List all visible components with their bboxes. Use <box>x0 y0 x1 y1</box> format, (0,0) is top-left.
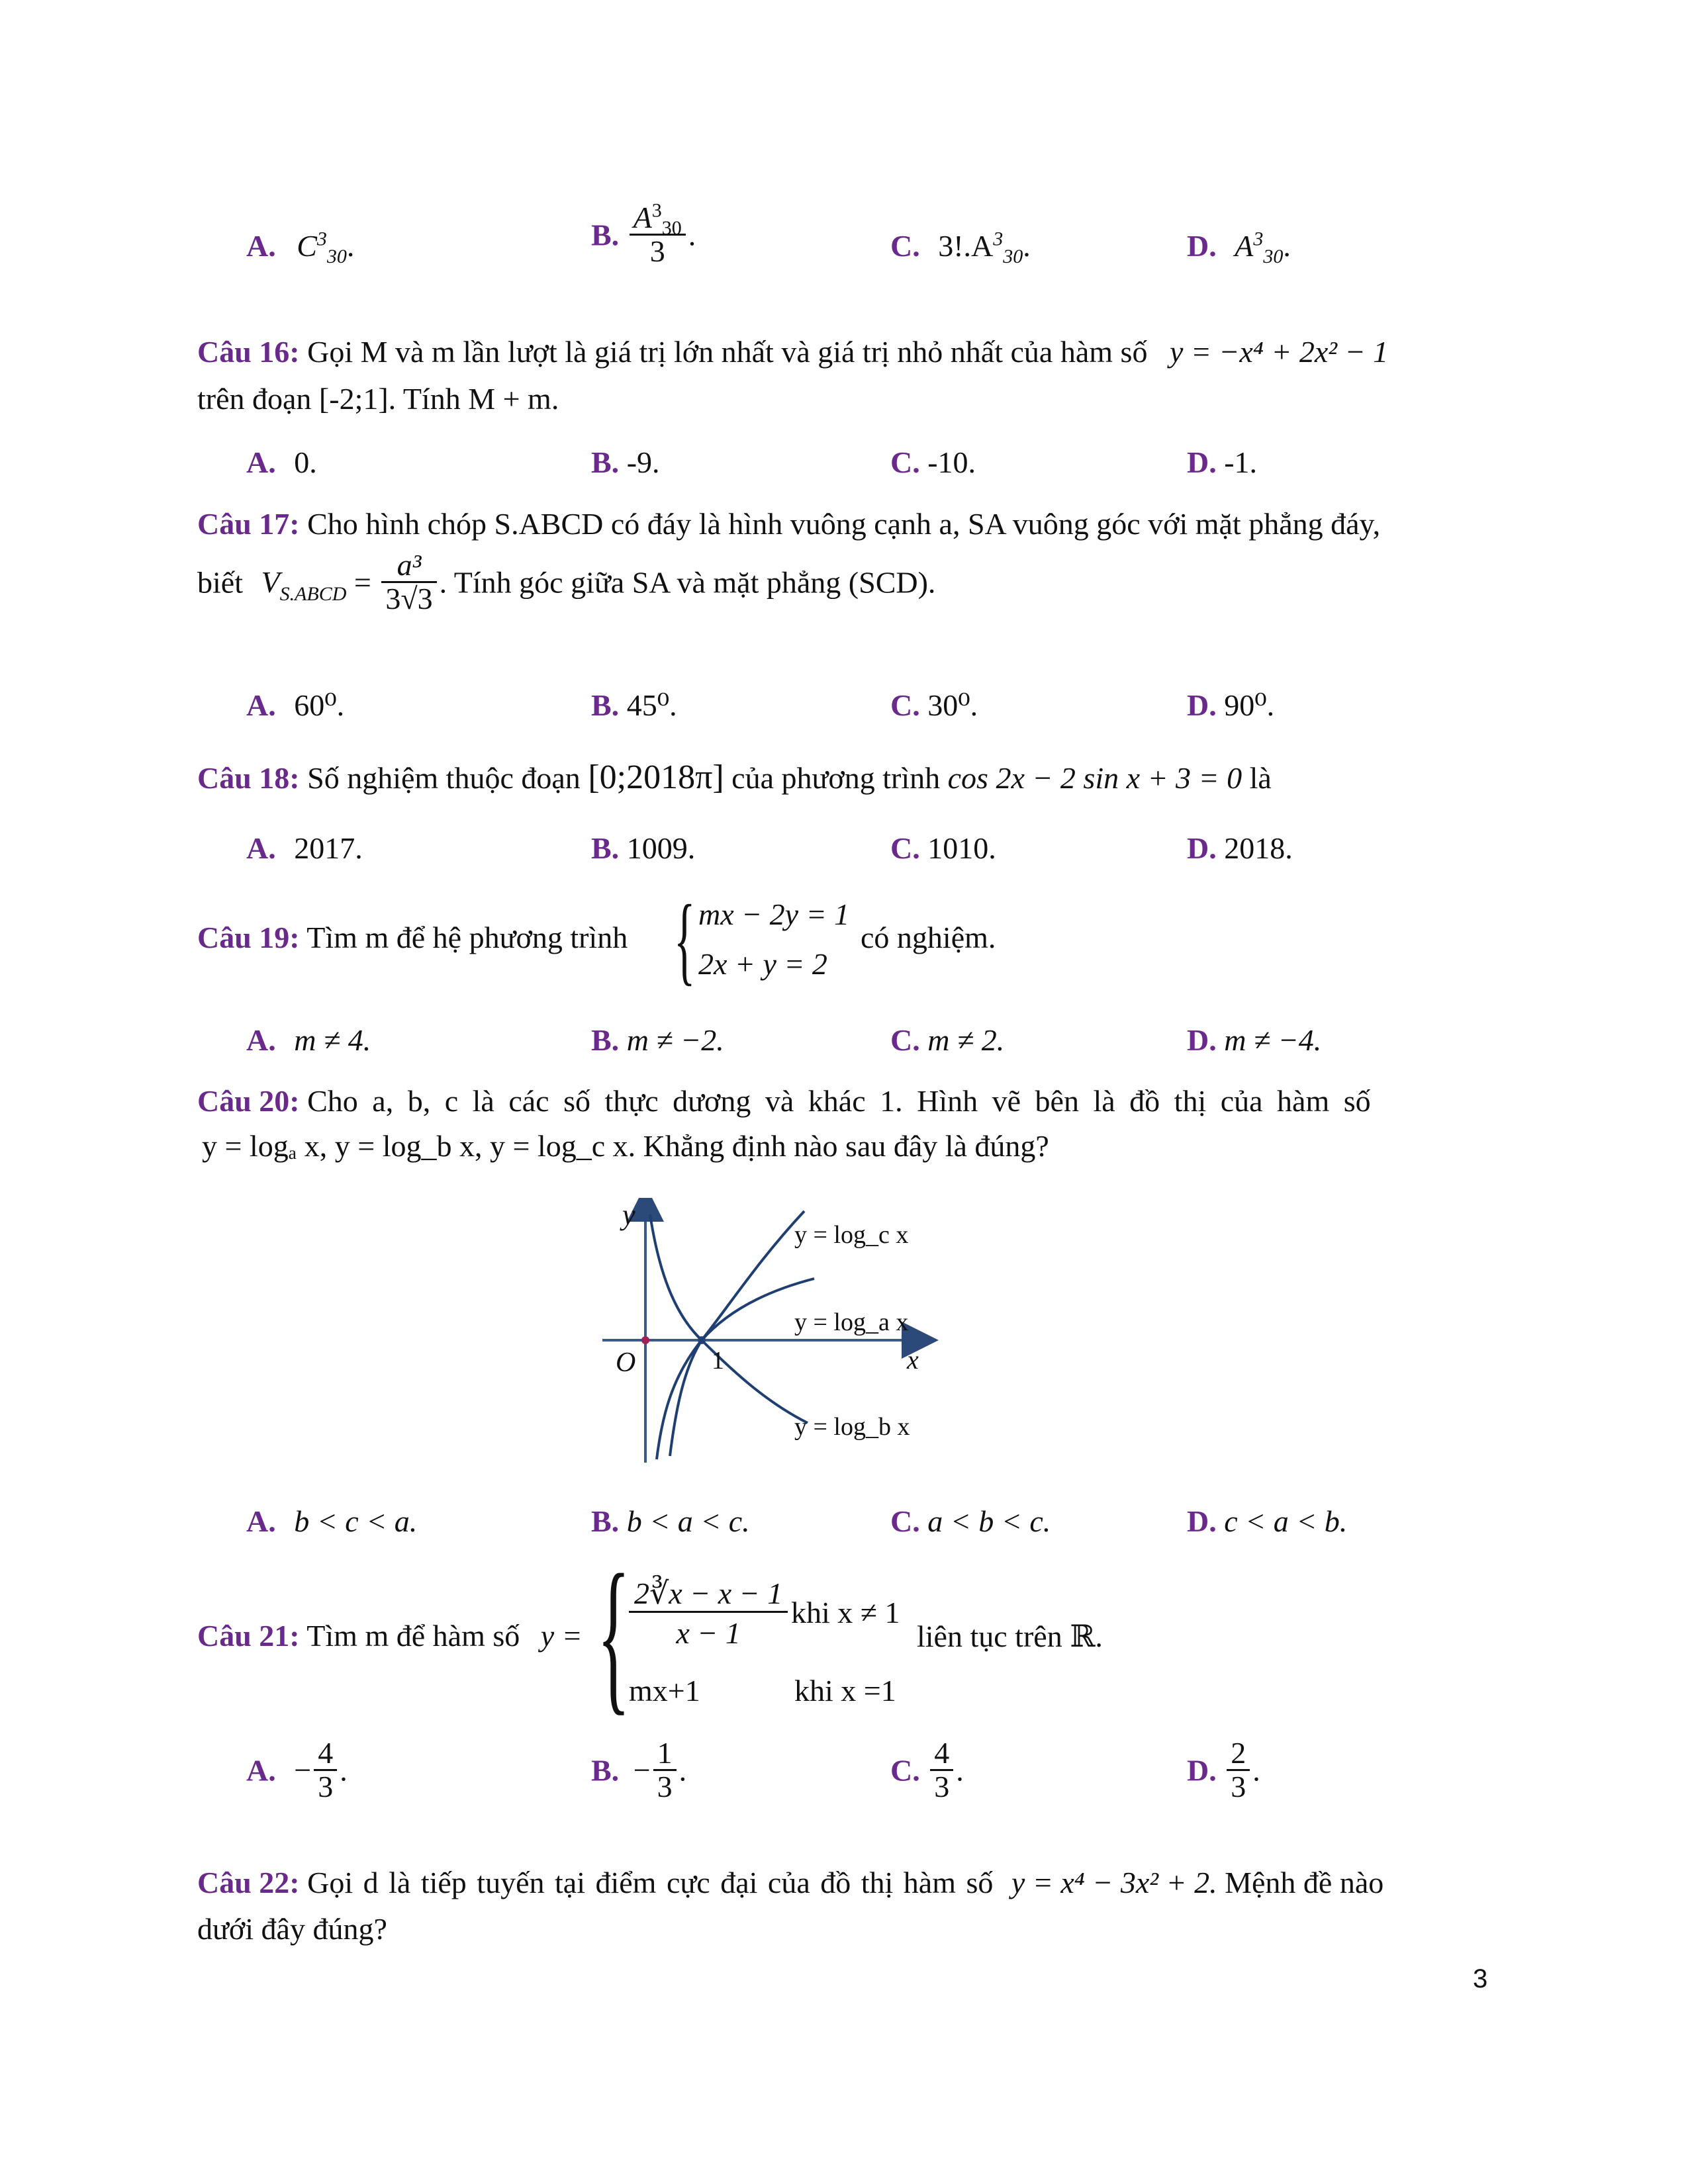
case2-condition: khi x =1 <box>794 1674 896 1707</box>
q15-answer-b: B. $\frac{A^3_{30}}{3}$ . <box>591 199 696 269</box>
curve-b <box>650 1214 808 1423</box>
one-label: 1 <box>712 1347 724 1375</box>
answer-text: -1. <box>1224 445 1258 479</box>
q18-answer-d <box>1187 831 1293 866</box>
question-text: có nghiệm. <box>861 921 996 954</box>
q21-answer-a: A. − $\frac{4}{3}$ . <box>246 1736 348 1804</box>
question-text: Cho a, b, c là các số thực dương và khác 1. Hình vẽ bên là đồ thị của hàm số <box>307 1084 1371 1118</box>
frac-num: a³ <box>381 549 436 583</box>
interval: [0;2018π] <box>588 758 724 796</box>
answer-label: D. <box>1187 831 1217 865</box>
answer-text: 2018. <box>1224 831 1293 865</box>
formula: y = x⁴ − 3x² + 2. <box>1011 1866 1217 1899</box>
q20-answer-c <box>890 1504 1051 1539</box>
question-text: Tìm m để hàm số <box>306 1619 520 1653</box>
answer-label: B. <box>591 1753 620 1788</box>
q20-line2 <box>202 1128 1049 1163</box>
q16-line2 <box>197 381 559 416</box>
answer-label: D. <box>1187 445 1217 479</box>
answer-label: A. <box>246 688 276 722</box>
question-text: biết <box>197 565 243 600</box>
question-label: Câu 16: <box>197 335 300 369</box>
frac-num: 4 <box>314 1737 337 1771</box>
case1-condition: khi x ≠ 1 <box>791 1596 900 1629</box>
answer-label: A. <box>246 445 276 479</box>
answer-text: 90⁰. <box>1224 688 1275 722</box>
answer-label: B. <box>591 1504 620 1538</box>
answer-text: a < b < c. <box>927 1504 1051 1538</box>
answer-label: B. <box>591 688 620 722</box>
curve-a <box>670 1279 814 1456</box>
curve-a-label: y = log_a x <box>794 1308 909 1336</box>
q19-answer-c <box>890 1023 1004 1058</box>
origin-point <box>641 1336 649 1344</box>
curve-c <box>657 1211 804 1459</box>
answer-text: 2017. <box>294 831 363 865</box>
question-text: Mệnh đề nào <box>1225 1866 1384 1899</box>
q18-line1 <box>197 758 1272 797</box>
answer-label: C. <box>890 1753 920 1788</box>
answer-label: B. <box>591 831 620 865</box>
system-brace: { <box>674 885 696 995</box>
q20-answer-a <box>246 1504 417 1539</box>
answer-text: 3!.A <box>938 229 994 263</box>
answer-text: 60⁰. <box>294 688 345 722</box>
frac-num: 1 <box>653 1737 677 1771</box>
frac-den: 3 <box>1231 1770 1246 1804</box>
q19-line <box>197 920 628 955</box>
sub: 30 <box>1003 246 1023 268</box>
answer-text: b < c < a. <box>294 1504 418 1538</box>
answer-text: 45⁰. <box>626 688 677 722</box>
answer-label: A. <box>246 831 276 865</box>
answer-label: A. <box>246 1753 276 1788</box>
q19-answer-d <box>1187 1023 1321 1058</box>
answer-label: D. <box>1187 1023 1217 1057</box>
sub: 30 <box>661 217 682 240</box>
question-text: liên tục trên ℝ. <box>917 1619 1103 1653</box>
volume-sub: S.ABCD <box>279 582 347 605</box>
question-text: của phương trình <box>731 761 941 795</box>
answer-label: C. <box>890 688 920 722</box>
q17-answer-b <box>591 687 677 723</box>
q16-answer-d <box>1187 445 1257 480</box>
sub: 30 <box>326 246 347 268</box>
question-label: Câu 21: <box>197 1619 300 1653</box>
y-label: y <box>622 1199 635 1231</box>
question-text: y = logₐ x, y = log_b x, y = log_c x. Khẳng định nào sau đây là đúng? <box>202 1129 1049 1163</box>
log-graph <box>596 1198 940 1469</box>
answer-text: m ≠ −2. <box>626 1023 724 1057</box>
question-text: là <box>1249 761 1272 795</box>
frac-num: 2 <box>1227 1737 1250 1771</box>
q16-answer-b <box>591 445 660 480</box>
answer-label: B. <box>591 1023 620 1057</box>
q22-line2 <box>197 1911 387 1946</box>
question-label: Câu 17: <box>197 507 300 541</box>
answer-label: C. <box>890 831 920 865</box>
answer-text: 1009. <box>626 831 696 865</box>
frac-den: x − 1 <box>676 1616 741 1650</box>
sup: 3 <box>993 228 1004 250</box>
q21-answer-c: C. $\frac{4}{3}$ . <box>890 1736 964 1804</box>
page-number: 3 <box>1473 1964 1488 1993</box>
piecewise-brace: { <box>597 1539 630 1730</box>
question-label: Câu 20: <box>197 1084 300 1118</box>
answer-label: D. <box>1187 688 1217 722</box>
q17-line1 <box>197 506 1380 541</box>
question-label: Câu 18: <box>197 761 300 795</box>
answer-text: A <box>1235 229 1254 263</box>
answer-text: -10. <box>927 445 976 479</box>
answer-label: D. <box>1187 1753 1217 1788</box>
frac-num: 4 <box>930 1737 953 1771</box>
answer-sign: − <box>633 1753 651 1788</box>
question-text: Cho hình chóp S.ABCD có đáy là hình vuông cạnh a, SA vuông góc với mặt phẳng đáy, <box>307 507 1381 541</box>
q20-line1 <box>197 1083 1371 1118</box>
answer-label: B. <box>591 445 620 479</box>
q20-answer-b <box>591 1504 750 1539</box>
answer-label: B. <box>591 218 620 252</box>
q16-line1 <box>197 334 1388 369</box>
answer-label: C. <box>890 229 920 263</box>
question-text: trên đoạn [-2;1]. Tính M + m. <box>197 382 559 416</box>
answer-label: D. <box>1187 1504 1217 1538</box>
volume-symbol: V <box>261 565 280 600</box>
frac-den: 3√3 <box>385 582 433 616</box>
answer-label: D. <box>1187 229 1217 263</box>
case2-expr: mx+1 <box>629 1674 700 1707</box>
curve-b-label: y = log_b x <box>794 1413 910 1441</box>
frac-den: 3 <box>934 1770 950 1804</box>
q16-answer-c <box>890 445 976 480</box>
q21-line <box>197 1618 583 1653</box>
answer-text: 0. <box>294 445 317 479</box>
q17-answer-c <box>890 687 978 723</box>
q17-answer-d <box>1187 687 1274 723</box>
frac-den: 3 <box>657 1770 673 1804</box>
question-text: dưới đây đúng? <box>197 1912 387 1946</box>
answer-text: -9. <box>626 445 660 479</box>
answer-text: b < a < c. <box>626 1504 750 1538</box>
answer-label: A. <box>246 1504 276 1538</box>
question-text: Gọi d là tiếp tuyến tại điểm cực đại của đồ thị hàm số <box>307 1866 994 1899</box>
q17-answer-a <box>246 687 344 723</box>
q16-answer-a <box>246 445 317 480</box>
system-eq2: 2x + y = 2 <box>698 947 827 981</box>
q22-line1 <box>197 1865 1383 1900</box>
question-text: Gọi M và m lần lượt là giá trị lớn nhất và giá trị nhỏ nhất của hàm số <box>307 335 1148 369</box>
q15-answer-c: C. $3!.A^3_{30}$. <box>890 228 1031 268</box>
answer-label: C. <box>890 1504 920 1538</box>
answer-text: 1010. <box>927 831 996 865</box>
answer-label: A. <box>246 1023 276 1057</box>
sup: 3 <box>651 199 662 222</box>
answer-sign: − <box>294 1753 312 1788</box>
answer-text: C <box>297 229 317 263</box>
x-label: x <box>907 1345 919 1375</box>
frac-den: 3 <box>318 1770 334 1804</box>
question-text: Tìm m để hệ phương trình <box>306 921 628 954</box>
answer-text: c < a < b. <box>1224 1504 1348 1538</box>
answer-label: C. <box>890 445 920 479</box>
answer-text: m ≠ −4. <box>1224 1023 1322 1057</box>
q18-answer-a <box>246 831 363 866</box>
q17-line2: biết $V_{S.ABCD}$ = $\frac{\text{a³}}{3√3}$ . Tính góc giữa SA và mặt phẳng (SCD). <box>197 548 936 616</box>
function-y: y = <box>540 1619 583 1653</box>
q15-answer-d: D. $A^3_{30}$. <box>1187 228 1291 268</box>
origin-label: O <box>616 1347 636 1378</box>
sup: 3 <box>1253 228 1264 250</box>
frac-den: 3 <box>649 234 665 269</box>
answer-text: 30⁰. <box>927 688 978 722</box>
answer-text: m ≠ 4. <box>294 1023 371 1057</box>
frac-num: A <box>633 201 652 234</box>
curve-c-label: y = log_c x <box>794 1221 909 1249</box>
q21-answer-b: B. − $\frac{1}{3}$ . <box>591 1736 687 1804</box>
q15-answer-a: A. $C^3_{30}$. <box>246 228 355 268</box>
q20-answer-d <box>1187 1504 1347 1539</box>
sup: 3 <box>316 228 327 250</box>
answer-text: m ≠ 2. <box>927 1023 1005 1057</box>
q21-answer-d: D. $\frac{2}{3}$ . <box>1187 1736 1260 1804</box>
frac-num: 2∛x − x − 1 <box>629 1575 788 1613</box>
formula: y = −x⁴ + 2x² − 1 <box>1169 335 1389 369</box>
case1-fraction <box>629 1575 788 1651</box>
equation: cos 2x − 2 sin x + 3 = 0 <box>947 761 1243 795</box>
sub: 30 <box>1263 246 1284 268</box>
q19-answer-b <box>591 1023 724 1058</box>
question-text: . Tính góc giữa SA và mặt phẳng (SCD). <box>439 565 936 600</box>
question-text: Số nghiệm thuộc đoạn <box>307 761 581 795</box>
q18-answer-b <box>591 831 695 866</box>
q18-answer-c <box>890 831 996 866</box>
answer-label: C. <box>890 1023 920 1057</box>
q19-answer-a <box>246 1023 371 1058</box>
question-label: Câu 22: <box>197 1866 300 1899</box>
question-label: Câu 19: <box>197 921 300 954</box>
answer-label: A. <box>246 229 276 263</box>
system-eq1: mx − 2y = 1 <box>698 897 850 931</box>
